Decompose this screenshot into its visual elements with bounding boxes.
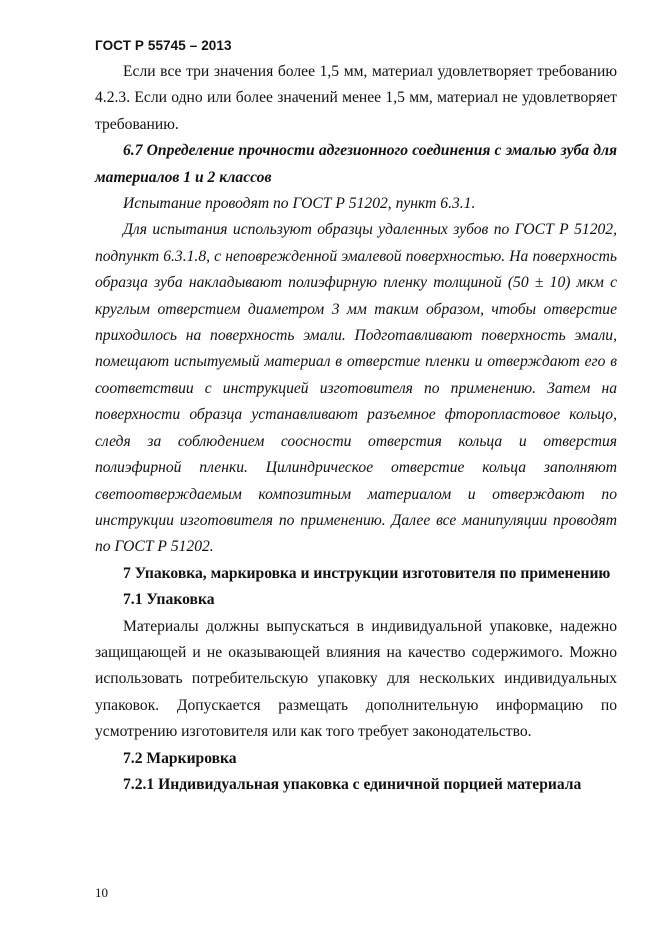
paragraph-requirement-result: Если все три значения более 1,5 мм, материал удовлетворяет требованию 4.2.3. Если одно или более значений менее 1,5 мм, материал не удовлетворяет требованию.: [95, 63, 617, 133]
section-7-1-packaging-text: Материалы должны выпускаться в индивидуальной упаковке, надежно защищающей и не оказывающей влияния на качество содержимого. Можно использовать потребительскую упаковку для нескольких индивидуальных упаковок. Допускается размещать дополнительную информацию по усмотрению изготовителя или как того требует законодательство.: [95, 617, 617, 741]
document-body: [95, 59, 617, 798]
page-number: 10: [95, 885, 108, 900]
section-7-2-heading: 7.2 Маркировка: [123, 749, 237, 767]
section-6-7-test-reference: Испытание проводят по ГОСТ Р 51202, пункт 6.3.1.: [123, 195, 476, 213]
standard-header: ГОСТ Р 55745 – 2013: [95, 38, 232, 53]
section-7-1-heading: 7.1 Упаковка: [123, 591, 215, 609]
section-7-2-1-heading: 7.2.1 Индивидуальная упаковка с единичной порцией материала: [123, 775, 582, 793]
section-6-7-heading: 6.7 Определение прочности адгезионного соединения с эмалью зуба для материалов 1 и 2 классов: [95, 142, 617, 186]
section-7-heading: 7 Упаковка, маркировка и инструкции изготовителя по применению: [123, 564, 611, 582]
section-6-7-test-procedure: Для испытания используют образцы удаленных зубов по ГОСТ Р 51202, подпункт 6.3.1.8, с неповрежденной эмалевой поверхностью. На поверхность образца зуба накладывают полиэфирную пленку толщиной (50 ± 10) мкм с круглым отверстием диаметром 3 мм таким образом, чтобы отверстие приходилось на поверхность эмали. Подготавливают поверхность эмали, помещают испытуемый материал в отверстие пленки и отверждают его в соответствии с инструкцией изготовителя по применению. Затем на поверхности образца устанавливают разъемное фторопластовое кольцо, следя за соблюдением соосности отверстия кольца и отверстия полиэфирной пленки. Цилиндрическое отверстие кольца заполняют светоотверждаемым композитным материалом и отверждают по инструкции изготовителя по применению. Далее все манипуляции проводят по ГОСТ Р 51202.: [95, 221, 617, 556]
